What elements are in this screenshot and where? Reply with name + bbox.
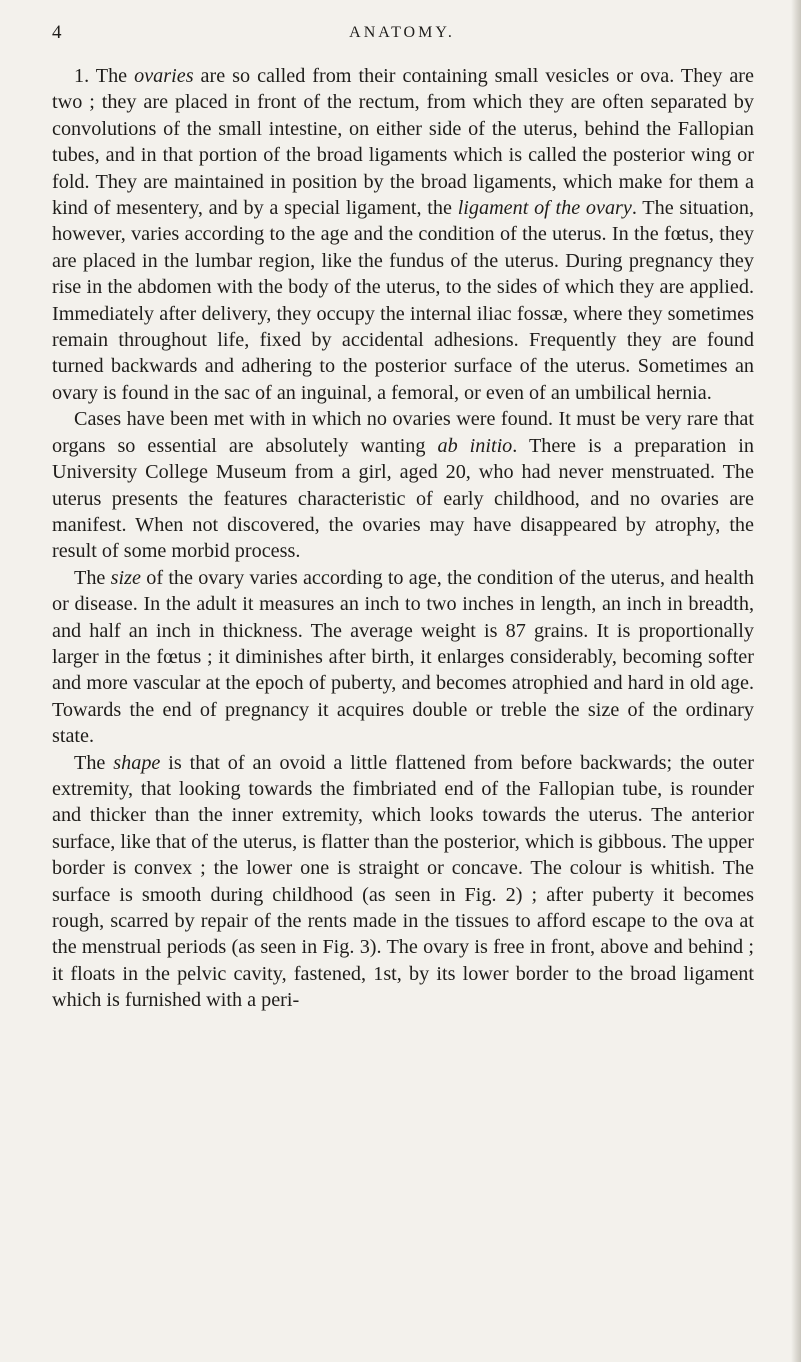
- text-run: The: [74, 751, 114, 774]
- page-number: 4: [52, 22, 62, 43]
- text-run: are so called from their containing small vesicles or ova. They are two ; they are placed in front of the rectum, from which they are often separated by convolutions of the small intestine, on either side of the uterus, behind the Fallopian tubes, and in that portion of the broad ligaments which is called the posterior wing or fold. They are maintained in position by the broad ligaments, which make for them a kind of mesentery, and by a special ligament, the: [52, 65, 754, 220]
- page-binding-edge: [791, 0, 801, 1362]
- italic-term: ovaries: [134, 65, 194, 87]
- running-head: ANATOMY.: [349, 24, 455, 41]
- text-run: . The situation, however, varies according to the age and the condition of the uterus. In the fœtus, they are placed in the lumbar region, like the fundus of the uterus. During pregnancy they rise in the abdomen with the body of the uterus, to the sides of which they are applied. Immediately after delivery, they occupy the internal iliac fossæ, where they sometimes remain throughout life, fixed by accidental adhesions. Frequently they are found turned backwards and adhering to the posterior surface of the uterus. Sometimes an ovary is found in the sac of an inguinal, a femoral, or even of an umbilical hernia.: [52, 197, 755, 404]
- paragraph-ovary-shape: [52, 750, 754, 1014]
- text-run: 1. The: [74, 65, 135, 87]
- page-header: [52, 22, 752, 52]
- italic-term: shape: [113, 751, 161, 774]
- paragraph-missing-ovaries: [52, 406, 754, 564]
- text-run: is that of an ovoid a little flattened from before backwards; the outer extremity, that looking towards the fimbriated end of the Fallopian tube, is rounder and thicker than the inner extremity, which looks towards the uterus. The anterior surface, like that of the uterus, is flatter than the posterior, which is gibbous. The upper border is convex ; the lower one is straight or concave. The colour is whitish. The surface is smooth during childhood (as seen in Fig. 2) ; after puberty it becomes rough, scarred by repair of the rents made in the tissues to afford escape to the ova at the menstrual periods (as seen in Fig. 3). The ovary is free in front, above and behind ; it floats in the pelvic cavity, fastened, 1st, by its lower border to the broad ligament which is furnished with a peri-: [52, 751, 754, 1012]
- italic-term: ab initio: [437, 434, 513, 457]
- text-run: . There is a preparation in University College Museum from a girl, aged 20, who had never menstruated. The uterus presents the features characteristic of early childhood, and no ovaries are manifest. When not discovered, the ovaries may have disappeared by atrophy, the result of some morbid process.: [52, 434, 754, 563]
- paragraph-ovaries-position: [52, 63, 754, 406]
- italic-term: ligament of the ovary: [457, 197, 632, 220]
- text-run: of the ovary varies according to age, the condition of the uterus, and health or disease. In the adult it measures an inch to two inches in length, an inch in breadth, and half an inch in thickness. The average weight is 87 grains. It is proportionally larger in the fœtus ; it diminishes after birth, it enlarges considerably, becoming softer and more vascular at the epoch of puberty, and becomes atrophied and hard in old age. Towards the end of pregnancy it acquires double or treble the size of the ordinary state.: [52, 566, 755, 748]
- body-text: [52, 63, 754, 1014]
- text-run: The: [74, 566, 111, 589]
- paragraph-ovary-size: [52, 565, 754, 750]
- italic-term: size: [110, 566, 141, 589]
- text-run: Cases have been met with in which no ovaries were found. It must be very rare that organs so essential are absolutely wanting: [52, 408, 754, 457]
